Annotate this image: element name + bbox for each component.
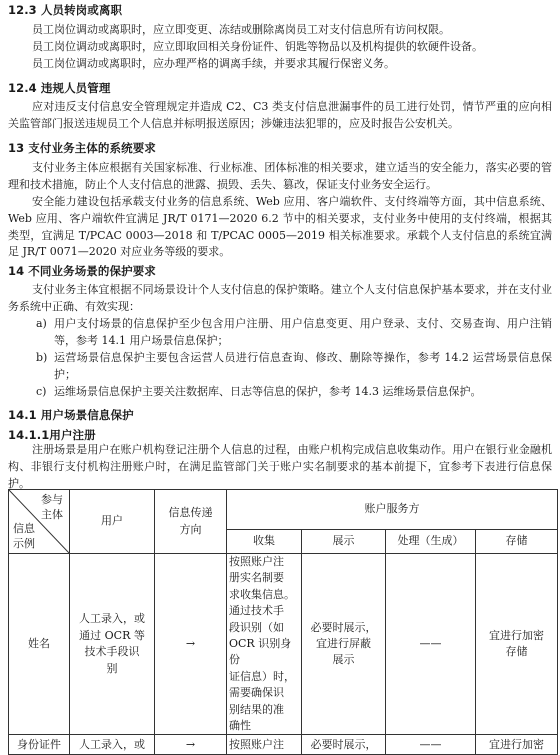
cell-collect: 按照账户注 册实名制要 求收集信息。 通过技术手 段识别（如 OCR 识别身份 证信息）时， 需要确保识 别结果的准 确性	[227, 554, 302, 735]
list-item-b	[8, 350, 552, 384]
paragraph-12-3-line-2: 员工岗位调动或离职时，应立即取回相关身份证件、钥匙等物品以及机构提供的软硬件设备。	[32, 40, 483, 53]
list-text: 用户支付场景的信息保护至少包含用户注册、用户信息变更、用户登录、支付、交易查询、用户注销等，参考 14.1 用户场景信息保护；	[54, 317, 552, 347]
column-header-direction: 信息传递 方向	[155, 490, 227, 554]
list-item-a	[8, 316, 552, 350]
heading-12-4: 12.4 违规人员管理	[8, 81, 111, 95]
table-corner-header	[9, 490, 70, 554]
cell-display: 必要时展示， 宜进行屏蔽 展示	[302, 554, 386, 735]
subheader-process: 处理（生成）	[386, 530, 476, 554]
paragraph-12-4: 应对违反支付信息安全管理规定并造成 C2、C3 类支付信息泄漏事件的员工进行处罚，情节严重的应向相关监管部门报送违规员工个人信息并标明报送原因；涉嫌违法犯罪的，应及时报告公安机关。	[8, 100, 552, 130]
column-header-account-service: 账户服务方	[227, 490, 558, 530]
cell-process: ——	[386, 554, 476, 735]
list-text: 运营场景信息保护主要包含运营人员进行信息查询、修改、删除等操作，参考 14.2 运营场景信息保护；	[54, 351, 552, 381]
paragraph-13-1: 支付业务主体应根据有关国家标准、行业标准、团体标准的相关要求，建立适当的安全能力，落实必要的管理和技术措施，防止个人支付信息的泄露、损毁、丢失、篡改，保证支付业务安全运行。	[8, 161, 552, 191]
cell-user: 人工录入，或 通过 OCR 等 技术手段识 别	[70, 554, 155, 735]
cell-example: 身份证件	[9, 735, 70, 755]
list-marker: c)	[36, 385, 47, 398]
cell-process: ——	[386, 735, 476, 755]
heading-14-1: 14.1 用户场景信息保护	[8, 408, 134, 422]
paragraph-14-intro: 支付业务主体宜根据不同场景设计个人支付信息的保护策略。建立个人支付信息保护基本要求，并在支付业务系统中正确、有效实现：	[8, 283, 552, 313]
cell-display: 必要时展示，	[302, 735, 386, 755]
table-row	[9, 554, 558, 735]
cell-store: 宜进行加密 存储	[476, 554, 558, 735]
cell-collect: 按照账户注	[227, 735, 302, 755]
heading-14-1-1: 14.1.1用户注册	[8, 428, 96, 442]
heading-12-3: 12.3 人员转岗或离职	[8, 3, 123, 17]
paragraph-12-3-line-3: 员工岗位调动或离职时，应办理严格的调离手续，并要求其履行保密义务。	[32, 57, 395, 70]
corner-label-participant: 参与 主体	[41, 493, 63, 521]
cell-direction: →	[155, 554, 227, 735]
list-marker: b)	[36, 351, 48, 364]
paragraph-13-2: 安全能力建设包括承载支付业务的信息系统、Web 应用、客户端软件、支付终端等方面，其中信息系统、Web 应用、客户端软件宜满足 JR/T 0171—2020 6.2 节中的相关要求，支付业务中使用的支付终端，根据其类型，宜满足 T/PCAC 0003—2018 和 T/PCAC 0005—2019 相关标准要求。承载个人支付信息的系统宜满足 JR/T 0071—2020 对应业务等级的要求。	[8, 195, 552, 259]
paragraph-12-3-line-1: 员工岗位调动或离职时，应立即变更、冻结或删除离岗员工对支付信息所有访问权限。	[32, 23, 450, 36]
list-text: 运维场景信息保护主要关注数据库、日志等信息的保护，参考 14.3 运维场景信息保护。	[54, 385, 482, 398]
table-row	[9, 735, 558, 755]
corner-label-info-example: 信息 示例	[13, 522, 35, 550]
cell-example: 姓名	[9, 554, 70, 735]
heading-13: 13 支付业务主体的系统要求	[8, 141, 156, 155]
paragraph-14-1-1: 注册场景是用户在账户机构登记注册个人信息的过程，由账户机构完成信息收集动作。用户在银行业金融机构、非银行支付机构注册账户时，在满足监管部门关于账户实名制要求的基本前提下，宜参考下表进行信息保护。	[8, 443, 552, 490]
cell-direction: →	[155, 735, 227, 755]
subheader-collect: 收集	[227, 530, 302, 554]
cell-store: 宜进行加密	[476, 735, 558, 755]
subheader-display: 展示	[302, 530, 386, 554]
column-header-user: 用户	[70, 490, 155, 554]
cell-user: 人工录入，或	[70, 735, 155, 755]
subheader-store: 存储	[476, 530, 558, 554]
registration-info-protection-table	[8, 489, 558, 755]
list-marker: a)	[36, 317, 47, 330]
list-item-c	[8, 384, 552, 401]
heading-14: 14 不同业务场景的保护要求	[8, 264, 156, 278]
